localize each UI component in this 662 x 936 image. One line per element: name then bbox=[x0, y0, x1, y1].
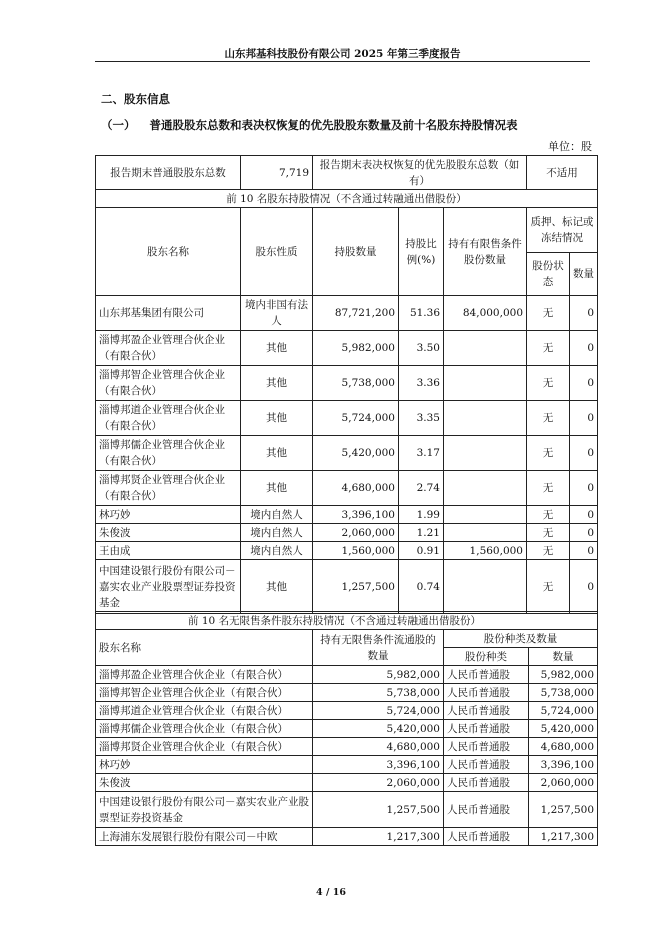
col-header-shares: 持股数量 bbox=[313, 208, 399, 296]
cell-nature: 境内自然人 bbox=[241, 524, 313, 542]
cell-name: 淄博邦儒企业管理合伙企业（有限合伙） bbox=[96, 436, 241, 471]
cell-name: 淄博邦贤企业管理合伙企业（有限合伙） bbox=[96, 738, 313, 756]
cell-class: 人民币普通股 bbox=[444, 756, 529, 774]
cell-status: 无 bbox=[527, 506, 570, 524]
cell-restricted bbox=[444, 436, 527, 471]
cell-name: 淄博邦智企业管理合伙企业（有限合伙） bbox=[96, 684, 313, 702]
cell-status: 无 bbox=[527, 542, 570, 560]
cell-name: 林巧妙 bbox=[96, 756, 313, 774]
report-header: 山东邦基科技股份有限公司 2025 年第三季度报告 bbox=[224, 48, 461, 60]
cell-restricted bbox=[444, 401, 527, 436]
cell-nature: 其他 bbox=[241, 366, 313, 401]
cell-status: 无 bbox=[527, 401, 570, 436]
cell-shares: 5,420,000 bbox=[313, 436, 399, 471]
cell-nature: 其他 bbox=[241, 471, 313, 506]
cell-class: 人民币普通股 bbox=[444, 684, 529, 702]
cell-name: 淄博邦智企业管理合伙企业（有限合伙） bbox=[96, 366, 241, 401]
table-row bbox=[96, 828, 598, 846]
col-header-qty: 数量 bbox=[570, 253, 598, 296]
col-header-class-group: 股份种类及数量 bbox=[444, 630, 598, 648]
cell-restricted bbox=[444, 331, 527, 366]
header-divider bbox=[95, 61, 590, 62]
cell-nature: 境内自然人 bbox=[241, 506, 313, 524]
cell-ratio: 1.99 bbox=[399, 506, 444, 524]
cell-amount: 5,724,000 bbox=[313, 702, 444, 720]
cell-ratio: 51.36 bbox=[399, 296, 444, 331]
summary-value-preferred: 不适用 bbox=[527, 156, 598, 190]
cell-shares: 5,982,000 bbox=[313, 331, 399, 366]
table-row bbox=[96, 366, 598, 401]
cell-shares: 87,721,200 bbox=[313, 296, 399, 331]
cell-qty: 0 bbox=[570, 366, 598, 401]
cell-class: 人民币普通股 bbox=[444, 702, 529, 720]
cell-class: 人民币普通股 bbox=[444, 738, 529, 756]
table-row bbox=[96, 296, 598, 331]
table-row bbox=[96, 738, 598, 756]
cell-shares: 5,724,000 bbox=[313, 401, 399, 436]
table-row bbox=[96, 702, 598, 720]
cell-name: 山东邦基集团有限公司 bbox=[96, 296, 241, 331]
cell-name: 朱俊波 bbox=[96, 774, 313, 792]
cell-name: 淄博邦盈企业管理合伙企业（有限合伙） bbox=[96, 331, 241, 366]
cell-amount: 1,257,500 bbox=[313, 792, 444, 828]
cell-shares: 1,257,500 bbox=[313, 560, 399, 614]
cell-nature: 境内自然人 bbox=[241, 542, 313, 560]
cell-qty: 5,738,000 bbox=[529, 684, 598, 702]
col-header-pledge: 质押、标记或冻结情况 bbox=[527, 208, 598, 253]
cell-class: 人民币普通股 bbox=[444, 720, 529, 738]
cell-name: 淄博邦盈企业管理合伙企业（有限合伙） bbox=[96, 666, 313, 684]
cell-status: 无 bbox=[527, 560, 570, 614]
cell-qty: 0 bbox=[570, 436, 598, 471]
cell-shares: 1,560,000 bbox=[313, 542, 399, 560]
cell-restricted: 1,560,000 bbox=[444, 542, 527, 560]
cell-qty: 0 bbox=[570, 471, 598, 506]
cell-qty: 1,257,500 bbox=[529, 792, 598, 828]
table-row bbox=[96, 720, 598, 738]
table-row bbox=[96, 774, 598, 792]
table-row bbox=[96, 792, 598, 828]
cell-name: 中国建设银行股份有限公司－嘉实农业产业股票型证券投资基金 bbox=[96, 560, 241, 614]
table-row bbox=[96, 401, 598, 436]
cell-amount: 5,738,000 bbox=[313, 684, 444, 702]
col-header-class: 股份种类 bbox=[444, 648, 529, 666]
table-row bbox=[96, 436, 598, 471]
cell-qty: 5,724,000 bbox=[529, 702, 598, 720]
cell-class: 人民币普通股 bbox=[444, 774, 529, 792]
cell-amount: 2,060,000 bbox=[313, 774, 444, 792]
cell-ratio: 3.35 bbox=[399, 401, 444, 436]
unit-label: 单位：股 bbox=[548, 140, 592, 153]
col-header-nature: 股东性质 bbox=[241, 208, 313, 296]
page-number: 4 / 16 bbox=[316, 887, 346, 898]
section-title: 二、股东信息 bbox=[101, 92, 170, 106]
cell-restricted bbox=[444, 471, 527, 506]
cell-amount: 3,396,100 bbox=[313, 756, 444, 774]
cell-restricted bbox=[444, 506, 527, 524]
col-header-amount: 持有无限售条件流通股的数量 bbox=[313, 630, 444, 666]
col-header-name: 股东名称 bbox=[96, 630, 313, 666]
cell-status: 无 bbox=[527, 366, 570, 401]
subsection-text: 普通股股东总数和表决权恢复的优先股股东数量及前十名股东持股情况表 bbox=[149, 118, 518, 132]
cell-nature: 境内非国有法人 bbox=[241, 296, 313, 331]
cell-name: 林巧妙 bbox=[96, 506, 241, 524]
cell-name: 王由成 bbox=[96, 542, 241, 560]
cell-class: 人民币普通股 bbox=[444, 666, 529, 684]
cell-ratio: 3.50 bbox=[399, 331, 444, 366]
cell-class: 人民币普通股 bbox=[444, 828, 529, 846]
cell-qty: 0 bbox=[570, 401, 598, 436]
table-row bbox=[96, 560, 598, 614]
summary-table bbox=[95, 155, 598, 190]
cell-name: 淄博邦道企业管理合伙企业（有限合伙） bbox=[96, 702, 313, 720]
cell-shares: 2,060,000 bbox=[313, 524, 399, 542]
cell-restricted bbox=[444, 560, 527, 614]
cell-shares: 3,396,100 bbox=[313, 506, 399, 524]
cell-shares: 5,738,000 bbox=[313, 366, 399, 401]
cell-status: 无 bbox=[527, 296, 570, 331]
cell-amount: 5,982,000 bbox=[313, 666, 444, 684]
subsection-number: （一） bbox=[101, 118, 136, 132]
cell-name: 中国建设银行股份有限公司－嘉实农业产业股票型证券投资基金 bbox=[96, 792, 313, 828]
table-row bbox=[96, 524, 598, 542]
col-header-qty: 数量 bbox=[529, 648, 598, 666]
top10-table bbox=[95, 189, 598, 614]
col-header-status: 股份状态 bbox=[527, 253, 570, 296]
cell-name: 淄博邦道企业管理合伙企业（有限合伙） bbox=[96, 401, 241, 436]
cell-restricted bbox=[444, 524, 527, 542]
table-row bbox=[96, 666, 598, 684]
table-row bbox=[96, 542, 598, 560]
cell-qty: 0 bbox=[570, 506, 598, 524]
unrestricted-table bbox=[95, 611, 598, 846]
cell-qty: 5,982,000 bbox=[529, 666, 598, 684]
cell-name: 淄博邦贤企业管理合伙企业（有限合伙） bbox=[96, 471, 241, 506]
summary-label-holders: 报告期末普通股股东总数 bbox=[96, 156, 241, 190]
table-row bbox=[96, 471, 598, 506]
cell-qty: 0 bbox=[570, 524, 598, 542]
cell-restricted bbox=[444, 366, 527, 401]
cell-ratio: 0.91 bbox=[399, 542, 444, 560]
cell-qty: 0 bbox=[570, 560, 598, 614]
cell-qty: 4,680,000 bbox=[529, 738, 598, 756]
cell-qty: 1,217,300 bbox=[529, 828, 598, 846]
cell-class: 人民币普通股 bbox=[444, 792, 529, 828]
cell-nature: 其他 bbox=[241, 560, 313, 614]
cell-qty: 3,396,100 bbox=[529, 756, 598, 774]
table-row bbox=[96, 684, 598, 702]
cell-amount: 4,680,000 bbox=[313, 738, 444, 756]
cell-nature: 其他 bbox=[241, 401, 313, 436]
cell-qty: 5,420,000 bbox=[529, 720, 598, 738]
cell-name: 上海浦东发展银行股份有限公司－中欧 bbox=[96, 828, 313, 846]
cell-status: 无 bbox=[527, 331, 570, 366]
cell-qty: 0 bbox=[570, 542, 598, 560]
cell-nature: 其他 bbox=[241, 331, 313, 366]
col-header-ratio: 持股比例(%) bbox=[399, 208, 444, 296]
cell-name: 朱俊波 bbox=[96, 524, 241, 542]
subsection-title bbox=[101, 117, 518, 133]
cell-ratio: 1.21 bbox=[399, 524, 444, 542]
cell-status: 无 bbox=[527, 436, 570, 471]
col-header-restricted: 持有有限售条件股份数量 bbox=[444, 208, 527, 296]
cell-ratio: 2.74 bbox=[399, 471, 444, 506]
top10-caption: 前 10 名股东持股情况（不含通过转融通出借股份） bbox=[96, 190, 598, 208]
table-row bbox=[96, 756, 598, 774]
cell-status: 无 bbox=[527, 524, 570, 542]
table-row bbox=[96, 506, 598, 524]
col-header-name: 股东名称 bbox=[96, 208, 241, 296]
unrestricted-caption: 前 10 名无限售条件股东持股情况（不含通过转融通出借股份） bbox=[96, 612, 598, 630]
cell-amount: 1,217,300 bbox=[313, 828, 444, 846]
cell-status: 无 bbox=[527, 471, 570, 506]
table-row bbox=[96, 331, 598, 366]
cell-ratio: 0.74 bbox=[399, 560, 444, 614]
cell-nature: 其他 bbox=[241, 436, 313, 471]
cell-shares: 4,680,000 bbox=[313, 471, 399, 506]
cell-qty: 0 bbox=[570, 331, 598, 366]
cell-ratio: 3.36 bbox=[399, 366, 444, 401]
cell-restricted: 84,000,000 bbox=[444, 296, 527, 331]
summary-value-holders: 7,719 bbox=[241, 156, 313, 190]
cell-name: 淄博邦儒企业管理合伙企业（有限合伙） bbox=[96, 720, 313, 738]
cell-qty: 0 bbox=[570, 296, 598, 331]
cell-ratio: 3.17 bbox=[399, 436, 444, 471]
summary-label-preferred: 报告期末表决权恢复的优先股股东总数（如有） bbox=[313, 156, 527, 190]
cell-amount: 5,420,000 bbox=[313, 720, 444, 738]
cell-qty: 2,060,000 bbox=[529, 774, 598, 792]
